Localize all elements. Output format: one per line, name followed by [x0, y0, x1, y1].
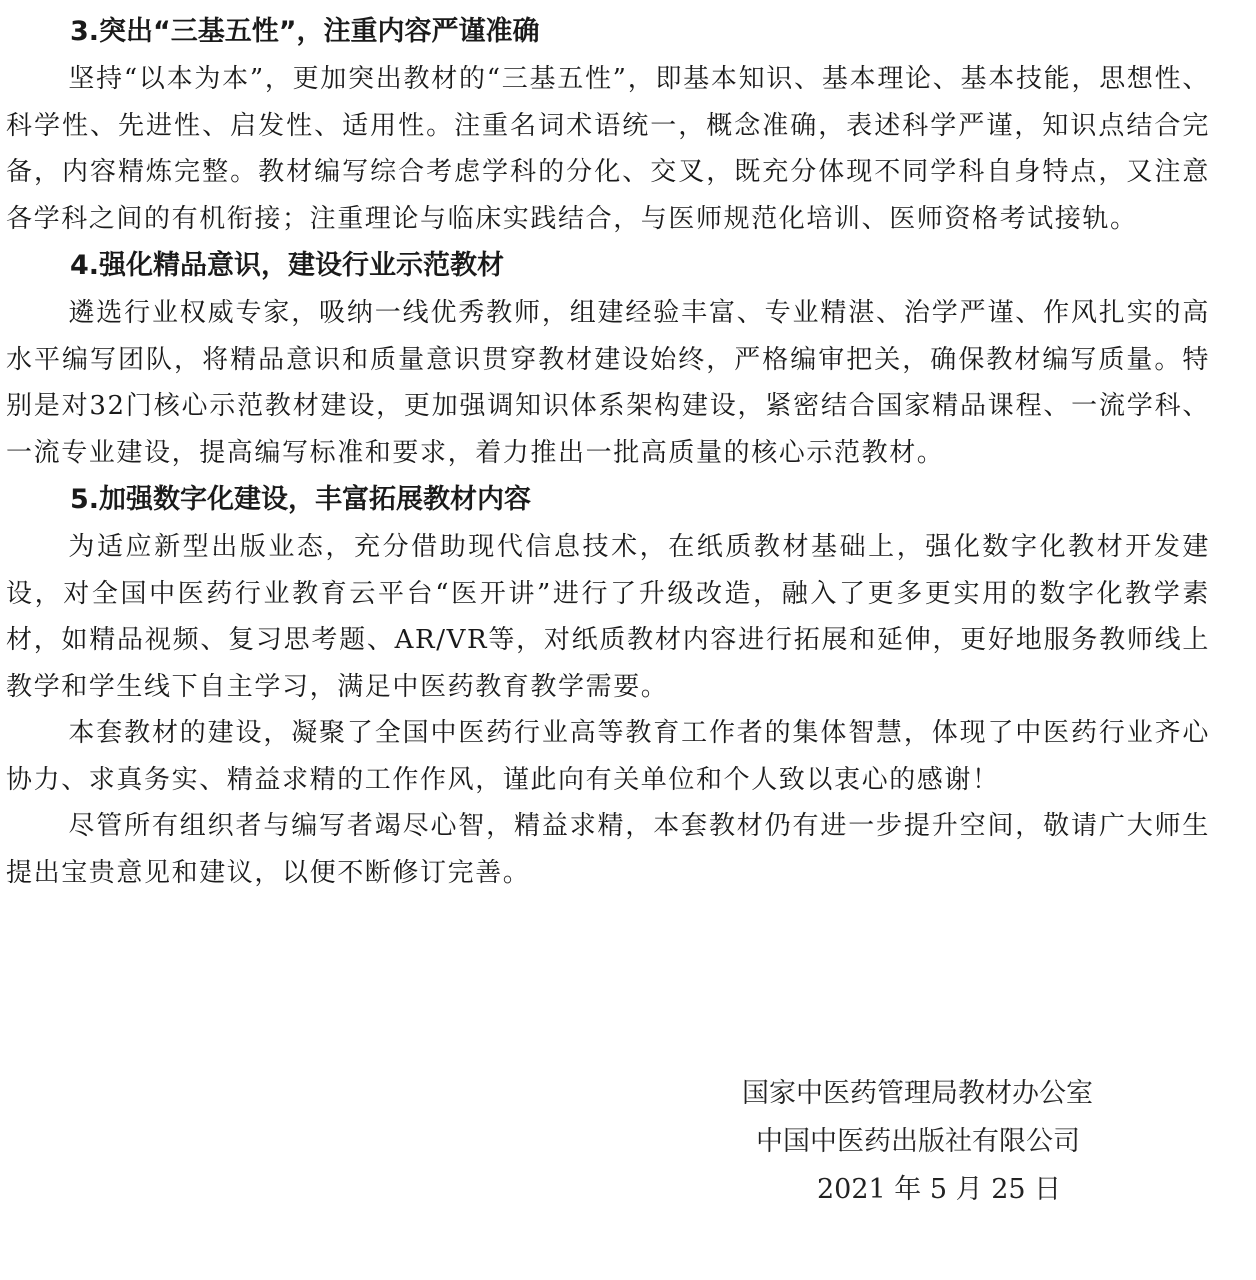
signature-date: 2021 年 5 月 25 日 [817, 1174, 1062, 1205]
section-3-paragraph: 坚持“以本为本”，更加突出教材的“三基五性”，即基本知识、基本理论、基本技能，思想性、科学性、先进性、启发性、适用性。注重名词术语统一，概念准确，表述科学严谨，知识点结合完备，内容精炼完整。教材编写综合考虑学科的分化、交叉，既充分体现不同学科自身特点，又注意各学科之间的有机衔接；注重理论与临床实践结合，与医师规范化培训、医师资格考试接轨。 [6, 64, 1210, 234]
section-4 [6, 242, 1210, 476]
section-3 [6, 8, 1210, 242]
signature-org-1: 国家中医药管理局教材办公室 [742, 1078, 1093, 1109]
section-5 [6, 476, 1210, 896]
section-4-heading: 4.强化精品意识，建设行业示范教材 [70, 250, 505, 281]
section-3-heading: 3.突出“三基五性”，注重内容严谨准确 [70, 16, 540, 47]
signature-org-2: 中国中医药出版社有限公司 [756, 1126, 1080, 1157]
section-5-paragraph: 为适应新型出版业态，充分借助现代信息技术，在纸质教材基础上，强化数字化教材开发建设，对全国中医药行业教育云平台“医开讲”进行了升级改造，融入了更多更实用的数字化教学素材，如精品视频、复习思考题、AR/VR等，对纸质教材内容进行拓展和延伸，更好地服务教师线上教学和学生线下自主学习，满足中医药教育教学需要。 [6, 532, 1210, 702]
feedback-paragraph: 尽管所有组织者与编写者竭尽心智，精益求精，本套教材仍有进一步提升空间，敬请广大师生提出宝贵意见和建议，以便不断修订完善。 [6, 811, 1210, 888]
signature-block [720, 1070, 1150, 1214]
section-5-heading: 5.加强数字化建设，丰富拓展教材内容 [70, 484, 532, 515]
section-4-paragraph: 遴选行业权威专家，吸纳一线优秀教师，组建经验丰富、专业精湛、治学严谨、作风扎实的高水平编写团队，将精品意识和质量意识贯穿教材建设始终，严格编审把关，确保教材编写质量。特别是对32门核心示范教材建设，更加强调知识体系架构建设，紧密结合国家精品课程、一流学科、一流专业建设，提高编写标准和要求，着力推出一批高质量的核心示范教材。 [6, 298, 1210, 468]
document-page [6, 8, 1210, 896]
acknowledgement-paragraph: 本套教材的建设，凝聚了全国中医药行业高等教育工作者的集体智慧，体现了中医药行业齐心协力、求真务实、精益求精的工作作风，谨此向有关单位和个人致以衷心的感谢！ [6, 718, 1210, 795]
